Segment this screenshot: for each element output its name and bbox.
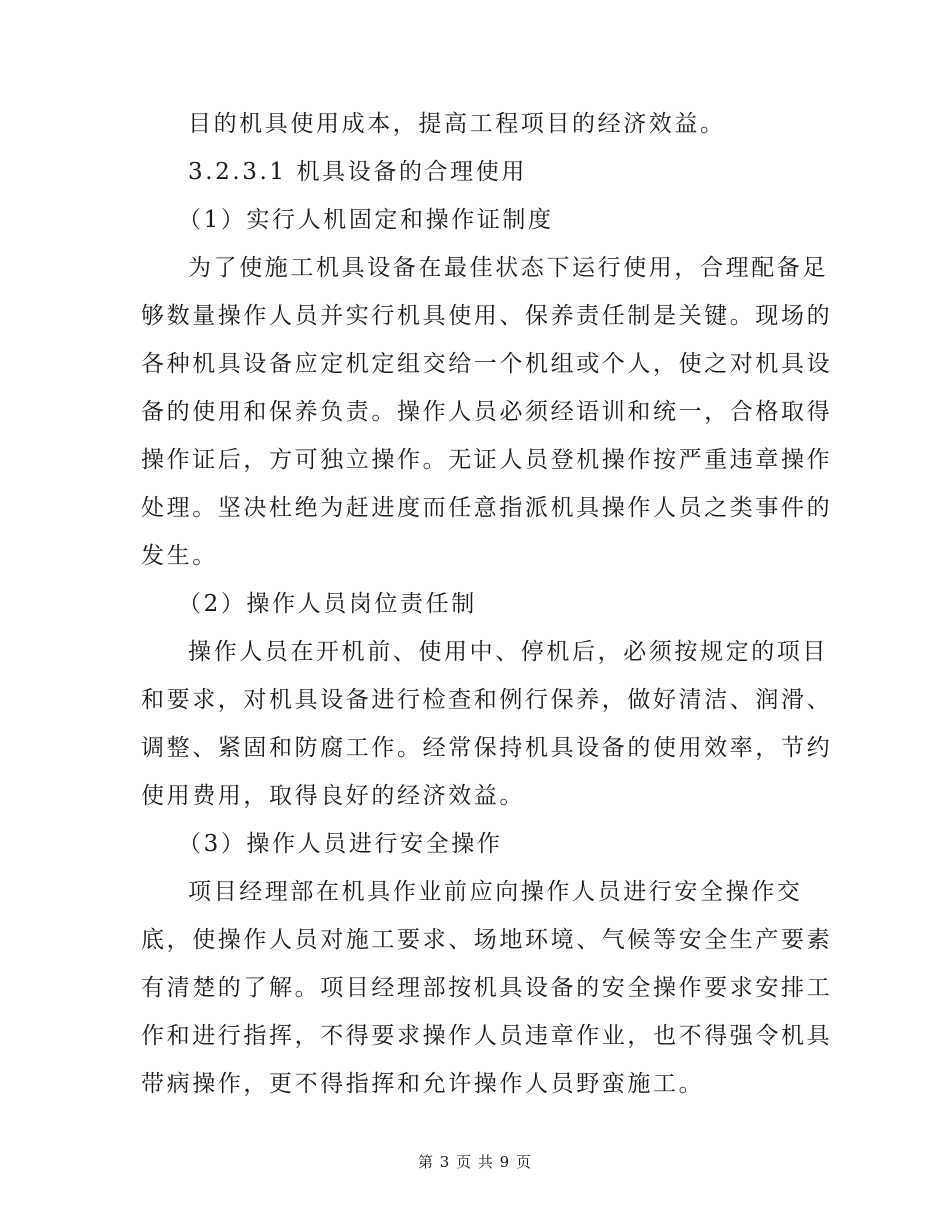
- paragraph-line: 备的使用和保养负责。操作人员必须经语训和统一，合格取得: [141, 399, 833, 425]
- subsection-heading: （2）操作人员岗位责任制: [178, 591, 477, 617]
- paragraph-line: 各种机具设备应定机定组交给一个机组或个人，使之对机具设: [141, 351, 833, 377]
- paragraph-line: 处理。坚决杜绝为赶进度而任意指派机具操作人员之类事件的: [141, 495, 833, 521]
- subsection-heading: （3）操作人员进行安全操作: [178, 831, 503, 857]
- subsection-heading: （1）实行人机固定和操作证制度: [178, 207, 554, 233]
- paragraph-line: 发生。: [141, 543, 218, 569]
- paragraph-line: 操作人员在开机前、使用中、停机后，必须按规定的项目: [188, 639, 828, 665]
- paragraph-line: 带病操作，更不得指挥和允许操作人员野蛮施工。: [141, 1071, 705, 1097]
- text-line: 目的机具使用成本，提高工程项目的经济效益。: [188, 111, 726, 137]
- paragraph-line: 有清楚的了解。项目经理部按机具设备的安全操作要求安排工: [141, 975, 833, 1001]
- paragraph-line: 为了使施工机具设备在最佳状态下运行使用，合理配备足: [188, 255, 828, 281]
- section-heading: 3.2.3.1 机具设备的合理使用: [188, 159, 527, 185]
- paragraph-line: 操作证后，方可独立操作。无证人员登机操作按严重违章操作: [141, 447, 833, 473]
- paragraph-line: 调整、紧固和防腐工作。经常保持机具设备的使用效率，节约: [141, 735, 833, 761]
- paragraph-line: 使用费用，取得良好的经济效益。: [141, 783, 525, 809]
- page-number-footer: 第 3 页 共 9 页: [418, 1153, 532, 1171]
- paragraph-line: 够数量操作人员并实行机具使用、保养责任制是关键。现场的: [141, 303, 833, 329]
- paragraph-line: 项目经理部在机具作业前应向操作人员进行安全操作交: [188, 879, 803, 905]
- paragraph-line: 底，使操作人员对施工要求、场地环境、气候等安全生产要素: [141, 927, 833, 953]
- paragraph-line: 和要求，对机具设备进行检查和例行保养，做好清洁、润滑、: [141, 687, 833, 713]
- paragraph-line: 作和进行指挥，不得要求操作人员违章作业，也不得强令机具: [141, 1023, 833, 1049]
